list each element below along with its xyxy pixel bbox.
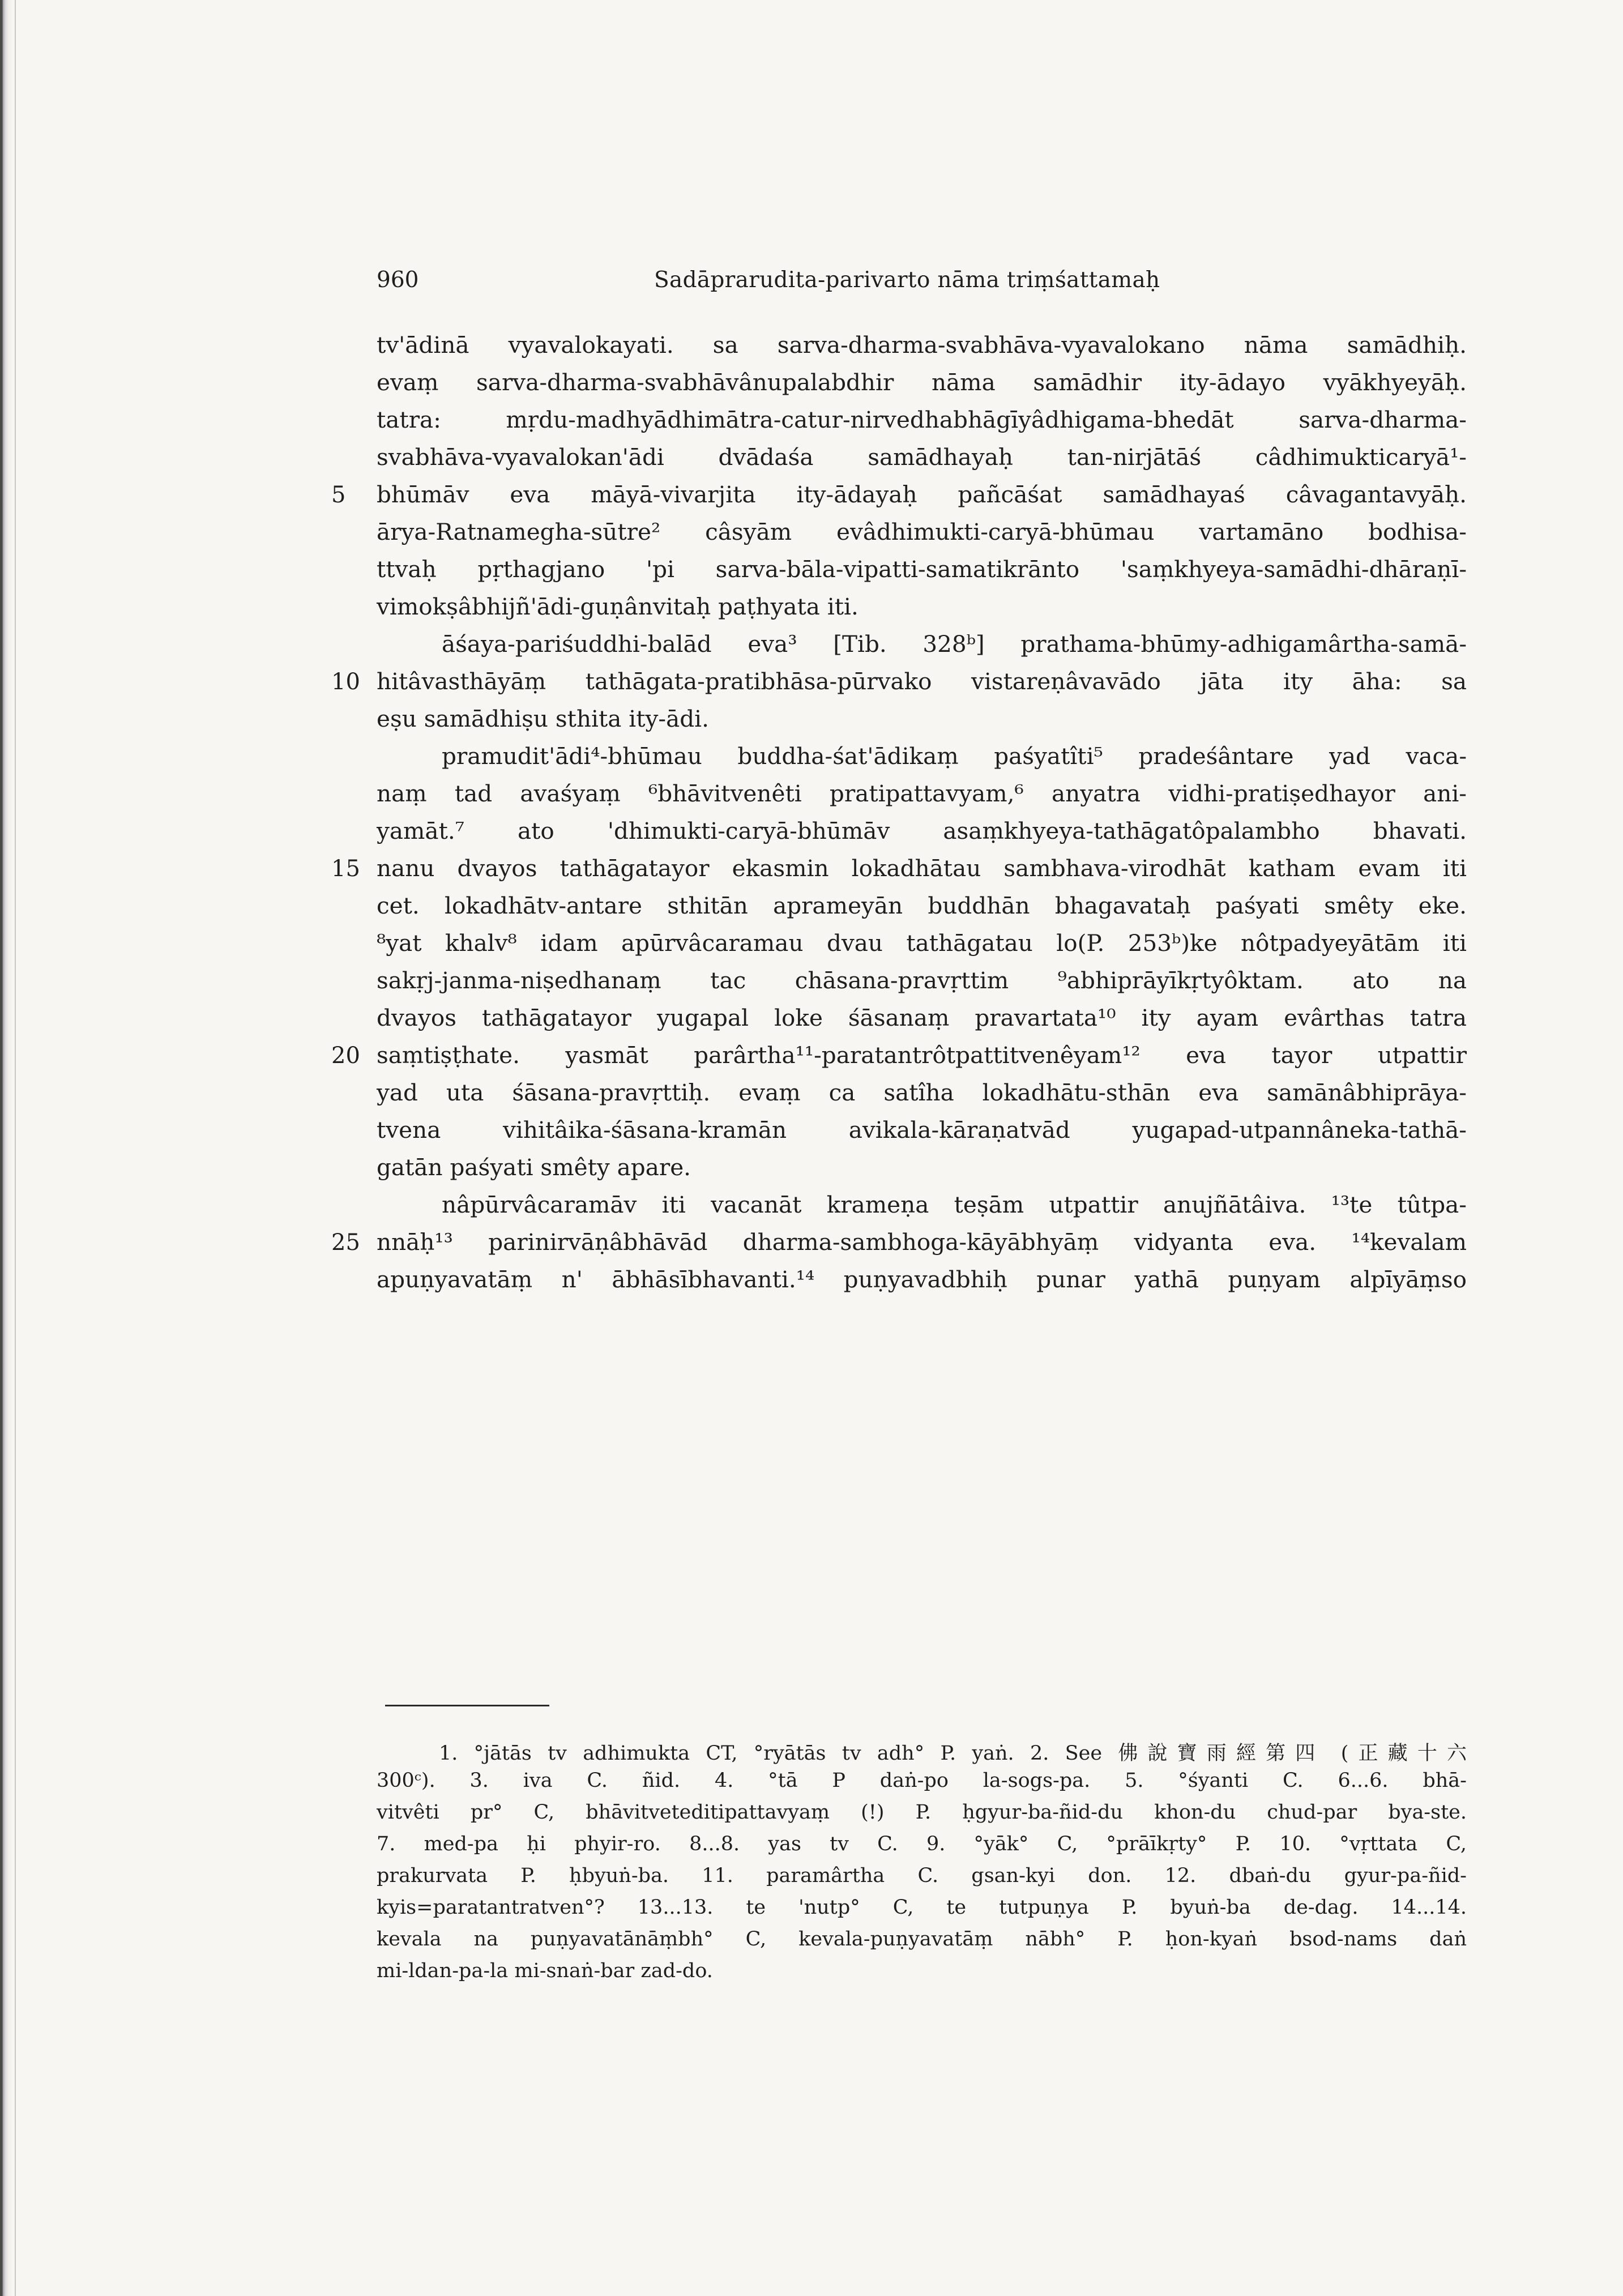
footnote-line: 300ᶜ). 3. iva C. ñid. 4. °tā P daṅ-po la-sogs-pa. 5. °śyanti C. 6...6. bhā- bbox=[377, 1769, 1467, 1792]
line-number: 15 bbox=[331, 856, 360, 882]
text-line: hitâvasthāyāṃ tathāgata-pratibhāsa-pūrvako vistareṇâvavādo jāta ity āha: sa bbox=[377, 668, 1467, 695]
text-line: yamāt.⁷ ato 'dhimukti-caryā-bhūmāv asaṃkhyeya-tathāgatôpalambho bhavati. bbox=[377, 817, 1467, 844]
text-line: yad uta śāsana-pravṛttiḥ. evaṃ ca satîha lokadhātu-sthān eva samānâbhiprāya- bbox=[377, 1079, 1467, 1106]
footnote-line: 1. °jātās tv adhimukta CT, °ryātās tv adh° P. yaṅ. 2. See 佛說寶雨經第四 (正藏十六 bbox=[439, 1742, 1467, 1765]
text-line: nâpūrvâcaramāv iti vacanāt krameṇa teṣām utpattir anujñātâiva. ¹³te tûtpa- bbox=[442, 1191, 1467, 1218]
scan-binding-edge bbox=[0, 0, 12, 2296]
text-line: pramudit'ādi⁴-bhūmau buddha-śat'ādikaṃ paśyatîti⁵ pradeśântare yad vaca- bbox=[442, 742, 1467, 770]
text-line: vimokṣâbhijñ'ādi-guṇânvitaḥ paṭhyata iti. bbox=[377, 593, 859, 620]
text-line: sakṛj-janma-niṣedhanaṃ tac chāsana-pravṛttim ⁹abhiprāyīkṛtyôktam. ato na bbox=[377, 967, 1467, 994]
text-line: cet. lokadhātv-antare sthitān aprameyān buddhān bhagavataḥ paśyati smêty eke. bbox=[377, 892, 1467, 919]
footnote-line: 7. med-pa ḥi phyir-ro. 8...8. yas tv C. 9. °yāk° C, °prāīkṛty° P. 10. °vṛttata C, bbox=[377, 1833, 1467, 1855]
text-line: naṃ tad avaśyaṃ ⁶bhāvitvenêti pratipattavyam,⁶ anyatra vidhi-pratiṣedhayor ani- bbox=[377, 780, 1467, 807]
text-line: svabhāva-vyavalokan'ādi dvādaśa samādhayaḥ tan-nirjātāś câdhimukticaryā¹- bbox=[377, 443, 1467, 471]
text-line: saṃtiṣṭhate. yasmāt parârtha¹¹-paratantrôtpattitvenêyam¹² eva tayor utpattir bbox=[377, 1042, 1467, 1069]
line-number: 10 bbox=[331, 669, 360, 695]
text-line: nnāḥ¹³ parinirvāṇâbhāvād dharma-sambhoga-kāyābhyāṃ vidyanta eva. ¹⁴kevalam bbox=[377, 1228, 1467, 1256]
text-line: tatra: mṛdu-madhyādhimātra-catur-nirvedhabhāgīyâdhigama-bhedāt sarva-dharma- bbox=[377, 406, 1467, 433]
footnote-line: mi-ldan-pa-la mi-snaṅ-bar zad-do. bbox=[377, 1960, 713, 1982]
line-number: 25 bbox=[331, 1230, 360, 1256]
text-line: ārya-Ratnamegha-sūtre² câsyām evâdhimukti-caryā-bhūmau vartamāno bodhisa- bbox=[377, 518, 1467, 545]
footnote-line: vitvêti pr° C, bhāvitveteditipattavyaṃ (!) P. ḥgyur-ba-ñid-du khon-du chud-par bya-ste. bbox=[377, 1801, 1467, 1824]
line-number: 5 bbox=[331, 482, 346, 508]
footnote-line: kevala na puṇyavatānāṃbh° C, kevala-puṇyavatāṃ nābh° P. ḥon-kyaṅ bsod-nams daṅ bbox=[377, 1928, 1467, 1951]
line-number: 20 bbox=[331, 1043, 360, 1069]
text-line: ⁸yat khalv⁸ idam apūrvâcaramau dvau tathāgatau lo(P. 253ᵇ)ke nôtpadyeyātām iti bbox=[377, 929, 1467, 957]
text-line: bhūmāv eva māyā-vivarjita ity-ādayaḥ pañcāśat samādhayaś câvagantavyāḥ. bbox=[377, 481, 1467, 508]
footnote-rule bbox=[385, 1705, 549, 1706]
text-line: evaṃ sarva-dharma-svabhāvânupalabdhir nāma samādhir ity-ādayo vyākhyeyāḥ. bbox=[377, 369, 1467, 396]
page-header bbox=[377, 267, 1472, 301]
text-line: tv'ādinā vyavalokayati. sa sarva-dharma-svabhāva-vyavalokano nāma samādhiḥ. bbox=[377, 331, 1467, 359]
footnote-line: prakurvata P. ḥbyuṅ-ba. 11. paramârtha C. gsan-kyi don. 12. dbaṅ-du gyur-pa-ñid- bbox=[377, 1864, 1467, 1887]
running-title: Sadāprarudita-parivarto nāma triṃśattamaḥ bbox=[654, 267, 1160, 293]
text-line: dvayos tathāgatayor yugapal loke śāsanaṃ pravartata¹⁰ ity ayam evârthas tatra bbox=[377, 1004, 1467, 1031]
text-line: ttvaḥ pṛthagjano 'pi sarva-bāla-vipatti-samatikrānto 'saṃkhyeya-samādhi-dhāraṇī- bbox=[377, 556, 1467, 583]
footnote-line: kyis=paratantratven°? 13...13. te 'nutp° C, te tutpuṇya P. byuṅ-ba de-dag. 14...14. bbox=[377, 1896, 1467, 1919]
text-line: tvena vihitâika-śāsana-kramān avikala-kāraṇatvād yugapad-utpannâneka-tathā- bbox=[377, 1116, 1467, 1143]
text-line: gatān paśyati smêty apare. bbox=[377, 1154, 691, 1181]
text-line: nanu dvayos tathāgatayor ekasmin lokadhātau sambhava-virodhāt katham evam iti bbox=[377, 855, 1467, 882]
page-number: 960 bbox=[377, 267, 419, 293]
text-line: eṣu samādhiṣu sthita ity-ādi. bbox=[377, 705, 709, 732]
scan-margin-line bbox=[15, 0, 16, 2296]
text-line: apuṇyavatāṃ n' ābhāsībhavanti.¹⁴ puṇyavadbhiḥ punar yathā puṇyam alpīyāṃso bbox=[377, 1266, 1467, 1293]
text-line: āśaya-pariśuddhi-balād eva³ [Tib. 328ᵇ] prathama-bhūmy-adhigamârtha-samā- bbox=[442, 630, 1467, 658]
